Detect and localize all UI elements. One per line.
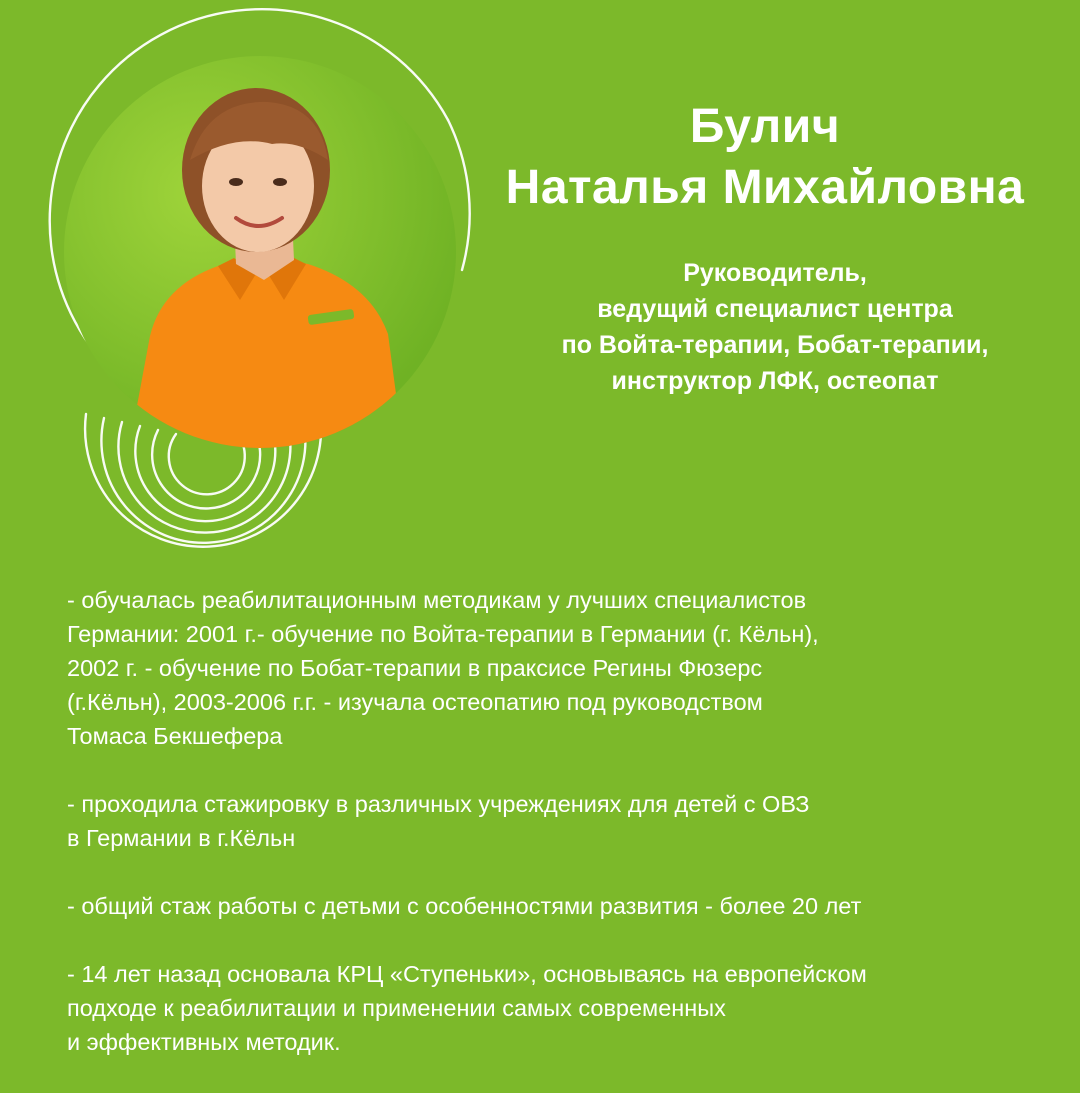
- bio-line: подходе к реабилитации и применении самых современных: [67, 995, 726, 1021]
- bio-line: 2002 г. - обучение по Бобат-терапии в праксисе Регины Фюзерс: [67, 655, 763, 681]
- bio-line: (г.Кёльн), 2003-2006 г.г. - изучала остеопатию под руководством: [67, 689, 763, 715]
- name-surname: Булич: [689, 100, 841, 153]
- role-line: по Войта-терапии, Бобат-терапии,: [561, 331, 989, 359]
- person-role: [490, 255, 1060, 399]
- bio-line: - обучалась реабилитационным методикам у лучших специалистов: [67, 587, 807, 613]
- bio-paragraph: [67, 957, 1057, 1059]
- bio-line: - 14 лет назад основала КРЦ «Ступеньки», основываясь на европейском: [67, 961, 867, 987]
- bio-line: в Германии в г.Кёльн: [67, 825, 296, 851]
- role-line: инструктор ЛФК, остеопат: [611, 367, 939, 395]
- bio-line: - общий стаж работы с детьми с особенностями развития - более 20 лет: [67, 893, 862, 919]
- bio-paragraph: [67, 583, 1057, 753]
- person-name: [470, 96, 1060, 218]
- role-line: Руководитель,: [683, 259, 867, 287]
- role-line: ведущий специалист центра: [597, 295, 953, 323]
- portrait-photo: [58, 50, 462, 454]
- name-given: Наталья Михайловна: [505, 161, 1025, 214]
- bio-line: и эффективных методик.: [67, 1029, 341, 1055]
- bio-text: [67, 583, 1057, 1093]
- bio-paragraph: [67, 889, 1057, 923]
- bio-line: Томаса Бекшефера: [67, 723, 283, 749]
- bio-line: Германии: 2001 г.- обучение по Войта-терапии в Германии (г. Кёльн),: [67, 621, 819, 647]
- bio-line: - проходила стажировку в различных учреждениях для детей с ОВЗ: [67, 791, 810, 817]
- bio-paragraph: [67, 787, 1057, 855]
